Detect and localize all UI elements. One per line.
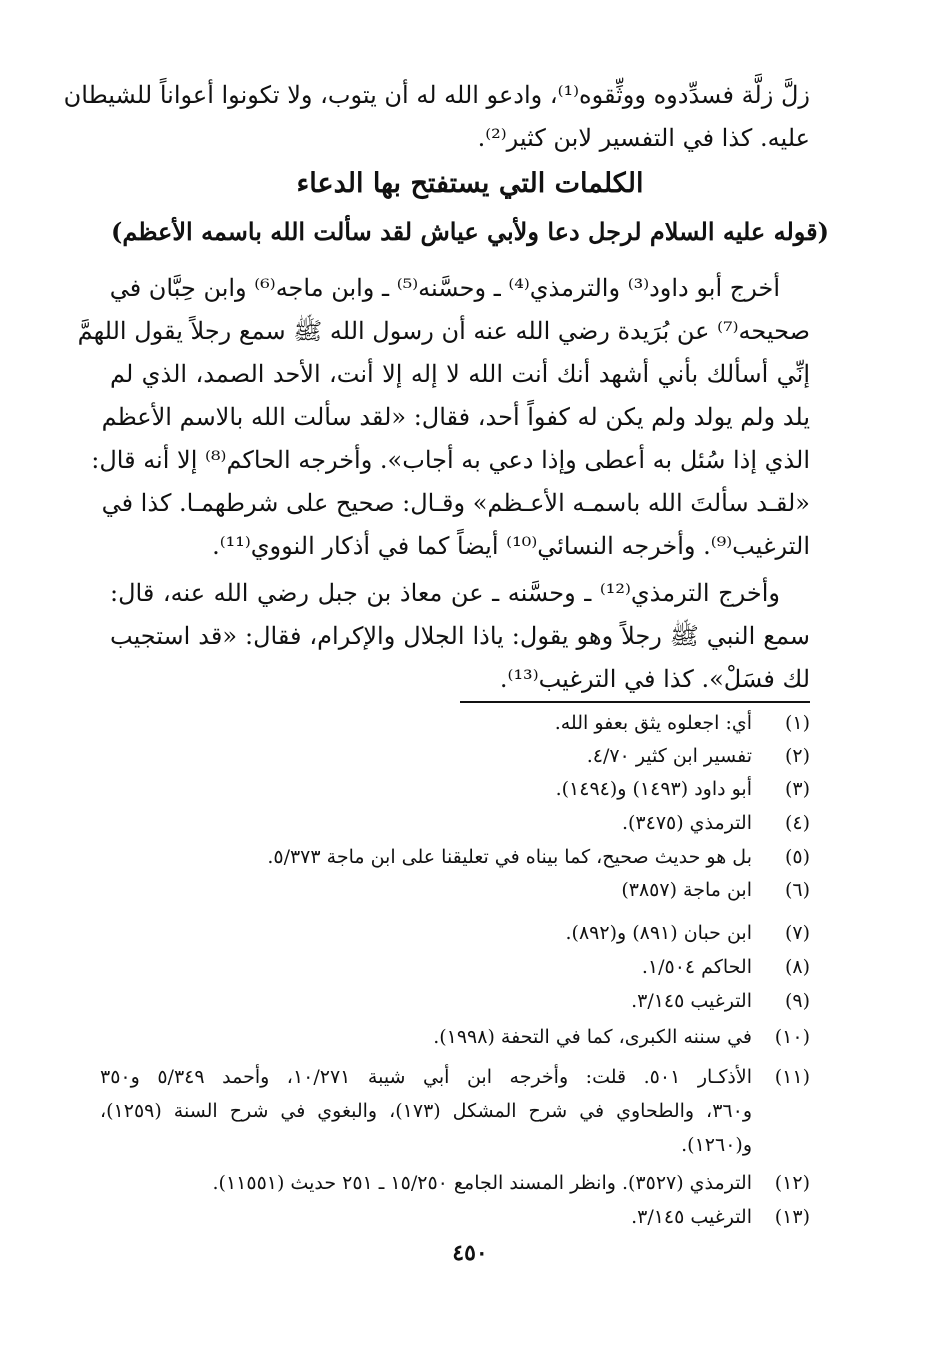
footnote-number: (٨) (784, 956, 810, 978)
footnote-number: (٩) (784, 990, 810, 1012)
text-line: يلد ولم يولد ولم يكن له كفواً أحد، فقال: «لقد سألت الله بالاسم الأعظم (101, 403, 810, 431)
footnote-text: في سننه الكبرى، كما في التحفة (١٩٩٨). (433, 1026, 752, 1048)
text-line: سمع النبي ﷺ رجلاً وهو يقول: ياذا الجلال والإكرام، فقال: «قد استجيب (110, 622, 810, 650)
section-subheading: (قوله عليه السلام لرجل دعا ولأبي عياش لقد سألت الله باسمه الأعظم) (111, 217, 829, 246)
footnote (100, 842, 810, 872)
footnote-text: بل هو حديث صحيح، كما بيناه في تعليقنا على ابن ماجة ٥/٣٧٣. (267, 846, 752, 868)
footnote-text: الأذكـار ٥٠١. قلت: وأخرجه ابن أبي شيبة ١٠/٢٧١، وأحمد ٥/٣٤٩ و٣٥٠ (100, 1066, 752, 1088)
footnote-text: الترمذي (٣٥٢٧). وانظر المسند الجامع ١٥/٢٥٠ ـ ٢٥١ حديث (١١٥٥١). (212, 1172, 752, 1194)
footnote-number: (١) (784, 712, 810, 734)
footnote-text: ابن ماجة (٣٨٥٧) (621, 879, 752, 901)
text-line: الترغيب⁽⁹⁾. وأخرجه النسائي⁽¹⁰⁾ أيضاً كما في أذكار النووي⁽¹¹⁾. (212, 532, 810, 560)
footnote (100, 952, 810, 982)
footnote (100, 986, 810, 1016)
footnote-text: الترغيب ٣/١٤٥. (631, 1206, 752, 1228)
footnote-text: الترغيب ٣/١٤٥. (631, 990, 752, 1012)
footnote-text: تفسير ابن كثير ٤/٧٠. (586, 745, 752, 767)
footnote-number: (١٣) (774, 1206, 810, 1228)
footnote-number: (٤) (784, 812, 810, 834)
footnote (100, 1168, 810, 1198)
text-line: لك فسَلْ». كذا في الترغيب⁽¹³⁾. (499, 665, 810, 693)
text-line: أخرج أبو داود⁽³⁾ والترمذي⁽⁴⁾ ـ وحسَّنه⁽⁵⁾ ـ وابن ماجه⁽⁶⁾ وابن حِبَّان في (109, 274, 780, 302)
text-line: زلَّ زلَّة فسدِّدوه ووثِّقوه⁽¹⁾، وادعو الله له أن يتوب، ولا تكونوا أعواناً للشيطان (63, 81, 810, 109)
footnote-number: (٧) (784, 922, 810, 944)
text-line: وأخرج الترمذي⁽¹²⁾ ـ وحسَّنه ـ عن معاذ بن جبل رضي الله عنه، قال: (110, 579, 781, 607)
footnote-number: (١١) (774, 1066, 810, 1088)
footnote-text: أي: اجعلوه يثق بعفو الله. (554, 712, 752, 734)
footnote (100, 708, 810, 738)
footnote-text: ابن حبان (٨٩١) و(٨٩٢). (565, 922, 752, 944)
text-line: إنِّي أسألك بأني أشهد أنك أنت الله لا إله إلا أنت، الأحد الصمد، الذي لم (110, 360, 810, 388)
footnote (100, 774, 810, 804)
footnote-continuation: و٣٦٠، والطحاوي في شرح المشكل (١٧٣)، والبغوي في شرح السنة (١٢٥٩)، (100, 1100, 752, 1122)
footnote-number: (٢) (784, 745, 810, 767)
footnote (100, 1022, 810, 1052)
footnote (100, 918, 810, 948)
footnote-continuation: و(١٢٦٠). (681, 1134, 752, 1156)
footnote (100, 808, 810, 838)
text-line: عليه. كذا في التفسير لابن كثير⁽²⁾. (477, 124, 810, 152)
footnote-text: الحاكم ١/٥٠٤. (641, 956, 752, 978)
section-heading: الكلمات التي يستفتح بها الدعاء (296, 168, 644, 199)
footnote (100, 741, 810, 771)
text-line: صحيحه⁽⁷⁾ عن بُرَيدة رضي الله عنه أن رسول الله ﷺ سمع رجلاً يقول اللهمَّ (77, 317, 810, 345)
footnote (100, 1202, 810, 1232)
footnote-separator (460, 701, 810, 703)
footnote-number: (٥) (784, 846, 810, 868)
footnote (100, 1062, 810, 1092)
text-line: «لقـد سألتَ الله باسمـه الأعـظم» وقـال: صحيح على شرطهمـا. كذا في (101, 489, 810, 517)
page-number: ٤٥٠ (452, 1240, 488, 1266)
footnote (100, 875, 810, 905)
footnote-number: (١٢) (774, 1172, 810, 1194)
text-line: الذي إذا سُئل به أعطى وإذا دعي به أجاب». وأخرجه الحاكم⁽⁸⁾ إلا أنه قال: (91, 446, 810, 474)
footnote-number: (١٠) (774, 1026, 810, 1048)
footnote-number: (٣) (784, 778, 810, 800)
footnote-text: الترمذي (٣٤٧٥). (621, 812, 752, 834)
footnote-text: أبو داود (١٤٩٣) و(١٤٩٤). (555, 778, 752, 800)
footnote-number: (٦) (784, 879, 810, 901)
